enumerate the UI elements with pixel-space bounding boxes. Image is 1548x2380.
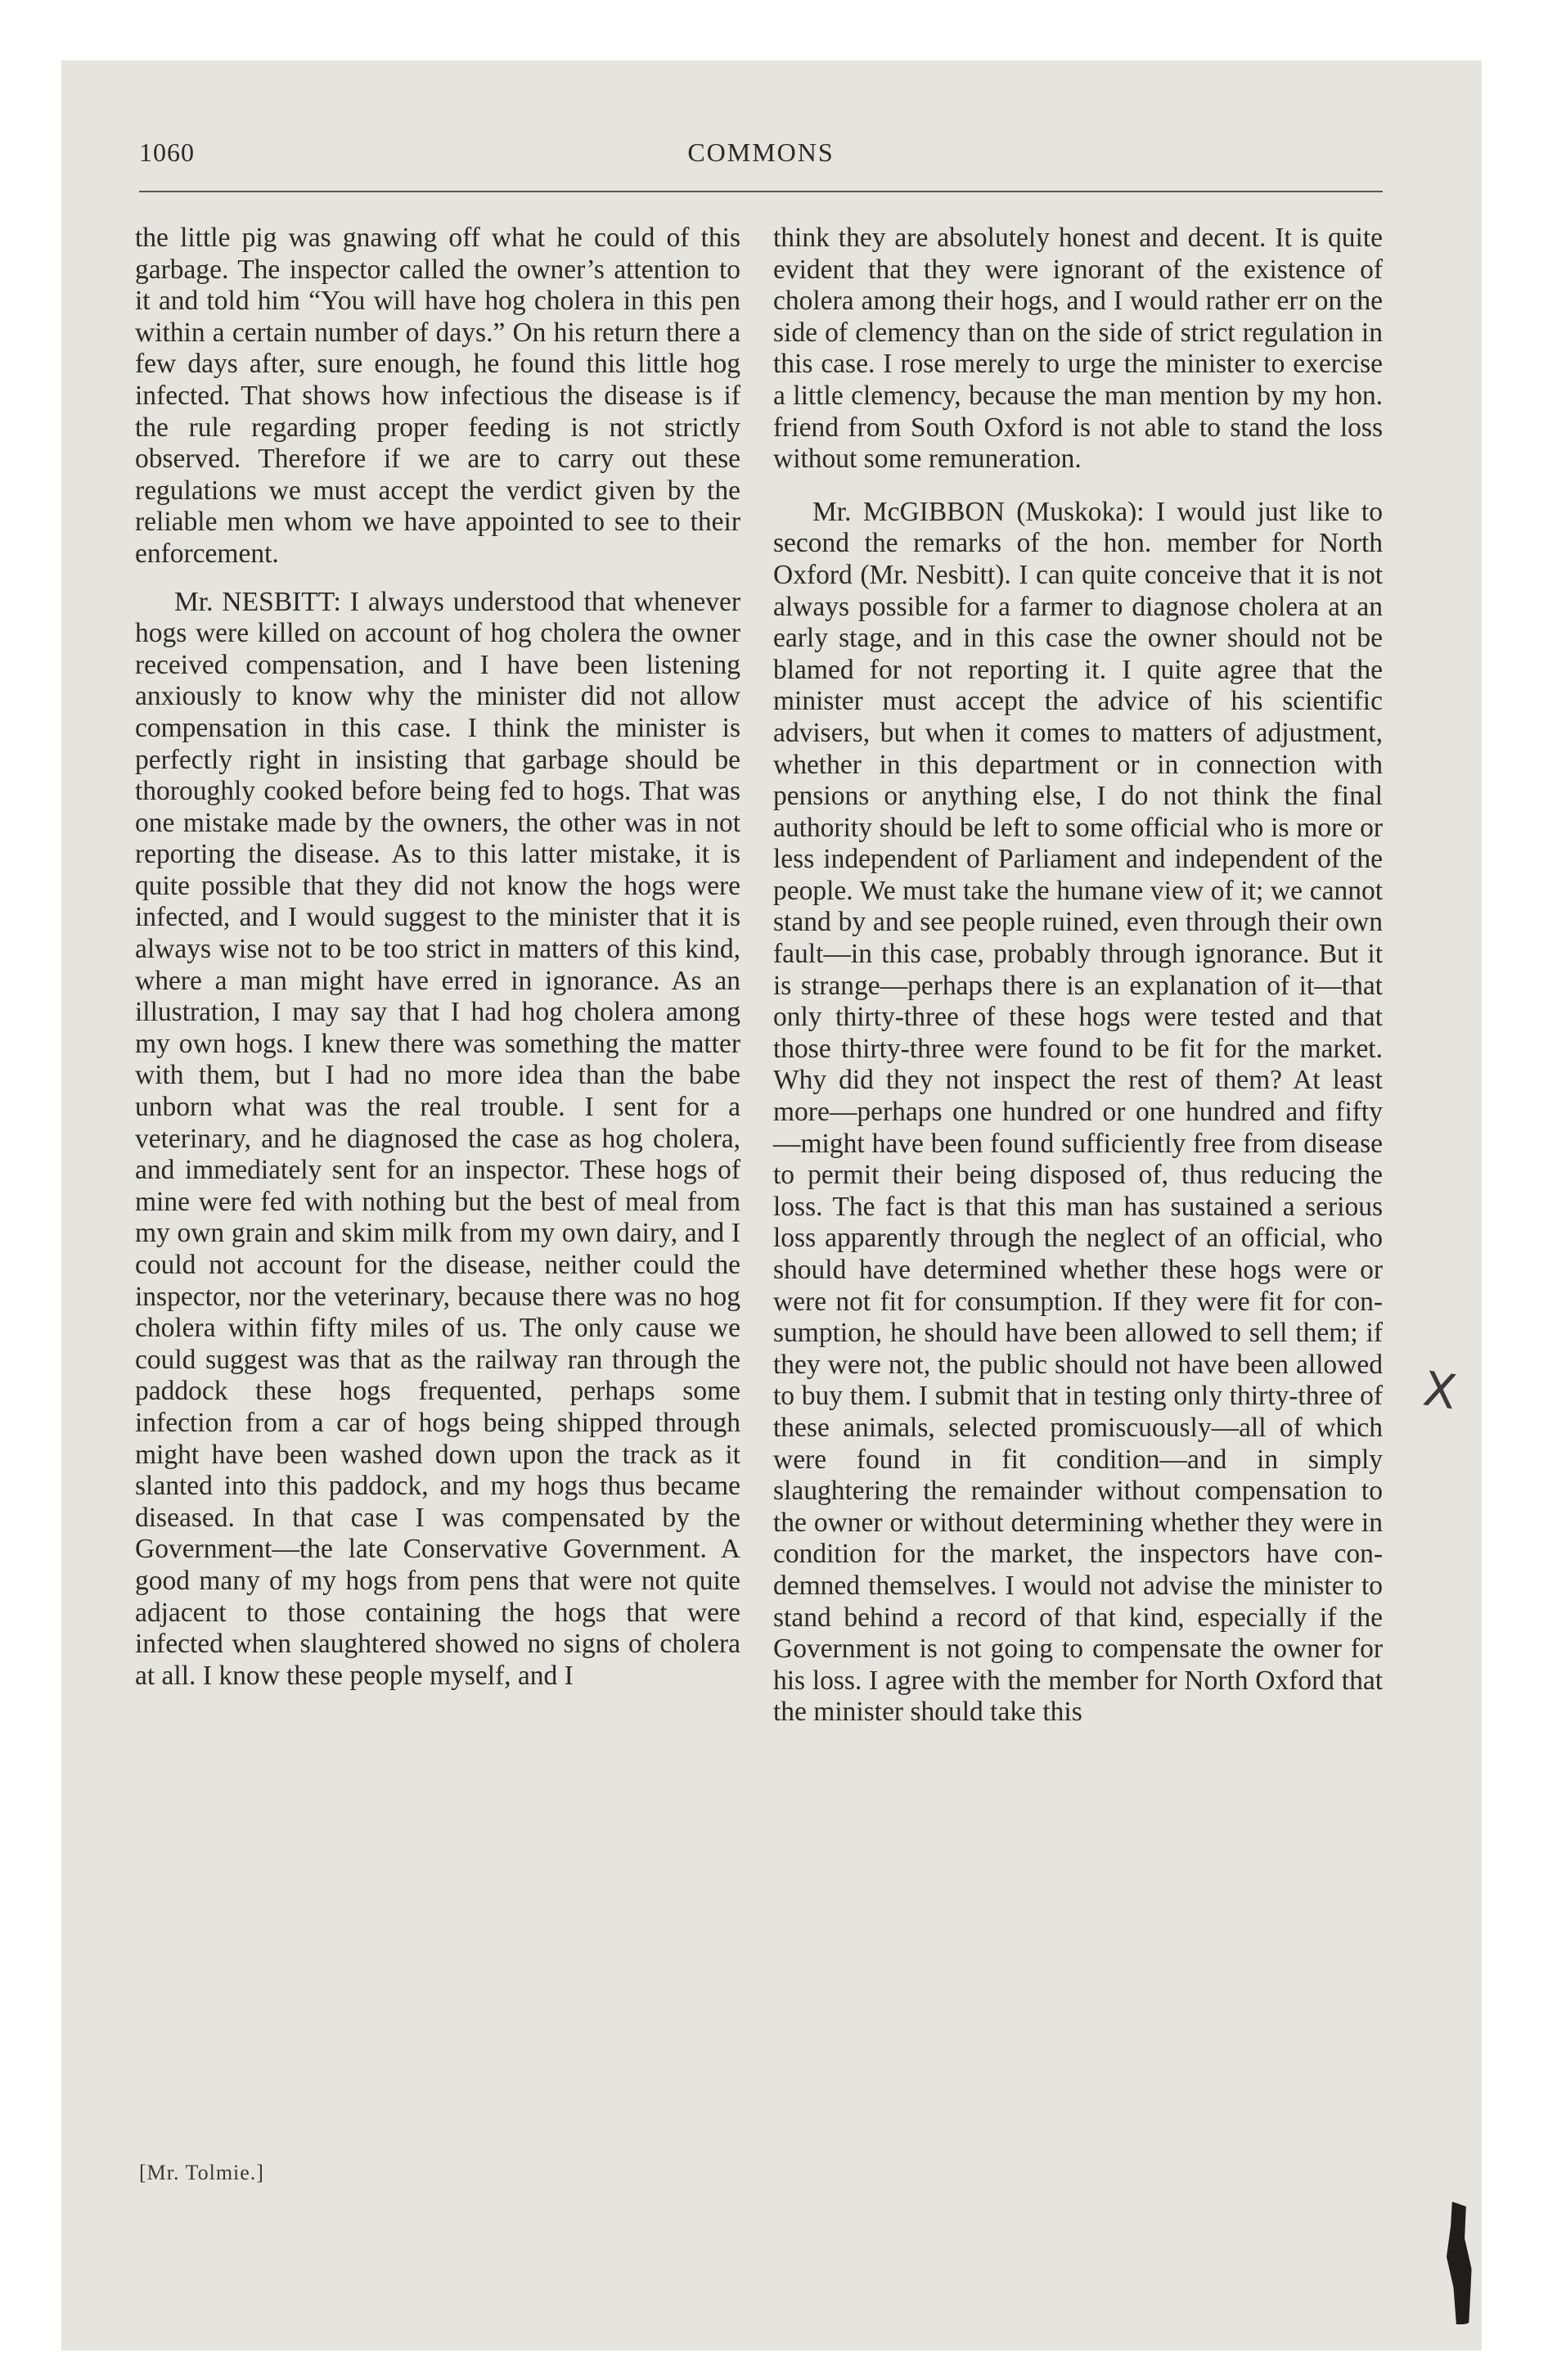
right-paragraph-1: think they are absolutely honest and decent. It is quite evident that they were ignorant of the existence of cholera among their hogs, and I would rather err on the side of clemency than on the side of strict regulation in this case. I rose merely to urge the minister to exercise a little clemency, because the man mention by my hon. friend from South Oxford is not able to stand the loss without some remuneration.: [773, 223, 1383, 475]
header-rule: [139, 191, 1383, 192]
right-paragraph-2: Mr. McGIBBON (Muskoka): I would just like to second the remarks of the hon. member for North Oxford (Mr. Nesbitt). I can quite conceive that it is not always possible for a farmer to diagnose cholera at an early stage, and in this case the owner should not be blamed for not reporting it. I quite agree that the minister must accept the advice of his scientific advisers, but when it comes to matters of adjustment, whether in this department or in connection with pensions or anything else, I do not think the final authority should be left to some official who is more or less independent of Parliament and independent of the people. We must take the humane view of it; we cannot stand by and see people ruined, even through their own fault—in this case, probably through ignorance. But it is strange—perhaps there is an explanation of it—that only thirty-three of these hogs were tested and that those thirty-three were found to be fit for the market. Why did they not inspect the rest of them? At least more—perhaps one hundred or one hundred and fifty—might have been found sufficiently free from disease to permit their being disposed of, thus reducing the loss. The fact is that this man has sustained a serious loss apparently through the neglect of an official, who should have determined whether these hogs were or were not fit for consumption. If they were fit for consumption, he should have been allowed to sell them; if they were not, the public should not have been allowed to buy them. I submit that in testing only thirty-three of these animals, selected promiscuously—all of which were found in fit condition—and in simply slaughtering the remainder without compensation to the owner or without determining whether they were in condition for the market, the inspectors have condemned themselves. I would not advise the minister to stand behind a record of that kind, especially if the Government is not going to compensate the owner for his loss. I agree with the member for North Oxford that the minister should take this: [773, 496, 1383, 1728]
left-column: [135, 223, 740, 1692]
speaker-footnote: [Mr. Tolmie.]: [139, 2161, 264, 2184]
left-paragraph-2: Mr. NESBITT: I always understood that whenever hogs were killed on account of hog cholera the owner received compensation, and I have been listening anxiously to know why the minister did not allow compensation in this case. I think the minister is perfectly right in insisting that garbage should be thoroughly cooked before being fed to hogs. That was one mistake made by the owners, the other was in not reporting the disease. As to this latter mistake, it is quite possible that they did not know the hogs were infected, and I would suggest to the minister that it is always wise not to be too strict in matters of this kind, where a man might have erred in ignorance. As an illustration, I may say that I had hog cholera among my own hogs. I knew there was something the matter with them, but I had no more idea than the babe unborn what was the real trouble. I sent for a veterinary, and he diagnosed the case as hog cholera, and immediately sent for an inspector. These hogs of mine were fed with nothing but the best of meal from my own grain and skim milk from my own dairy, and I could not account for the disease, neither could the inspector, nor the veterinary, because there was no hog cholera within fifty miles of us. The only cause we could suggest was that as the railway ran through the paddock these hogs frequented, perhaps some infection from a car of hogs being shipped through might have been washed down upon the track as it slanted into this paddock, and my hogs thus became diseased. In that case I was compensated by the Government—the late Conservative Government. A good many of my hogs from pens that were not quite adjacent to those containing the hogs that were infected when slaughtered showed no signs of cholera at all. I know these people myself, and I: [135, 586, 740, 1691]
running-head: COMMONS: [687, 137, 835, 167]
handwritten-margin-mark: X: [1420, 1360, 1460, 1421]
left-paragraph-1: the little pig was gnawing off what he could of this garbage. The inspector called the owner’s attention to it and told him “You will have hog cholera in this pen within a certain number of days.” On his return there a few days after, sure enough, he found this little hog infected. That shows how infectious the disease is if the rule regarding proper feeding is not strictly observed. Therefore if we are to carry out these regulations we must accept the verdict given by the reliable men whom we have appointed to see to their enforcement.: [135, 223, 740, 569]
page-number: 1060: [139, 137, 195, 167]
page-header: [139, 131, 1383, 172]
right-column: [773, 223, 1383, 1729]
